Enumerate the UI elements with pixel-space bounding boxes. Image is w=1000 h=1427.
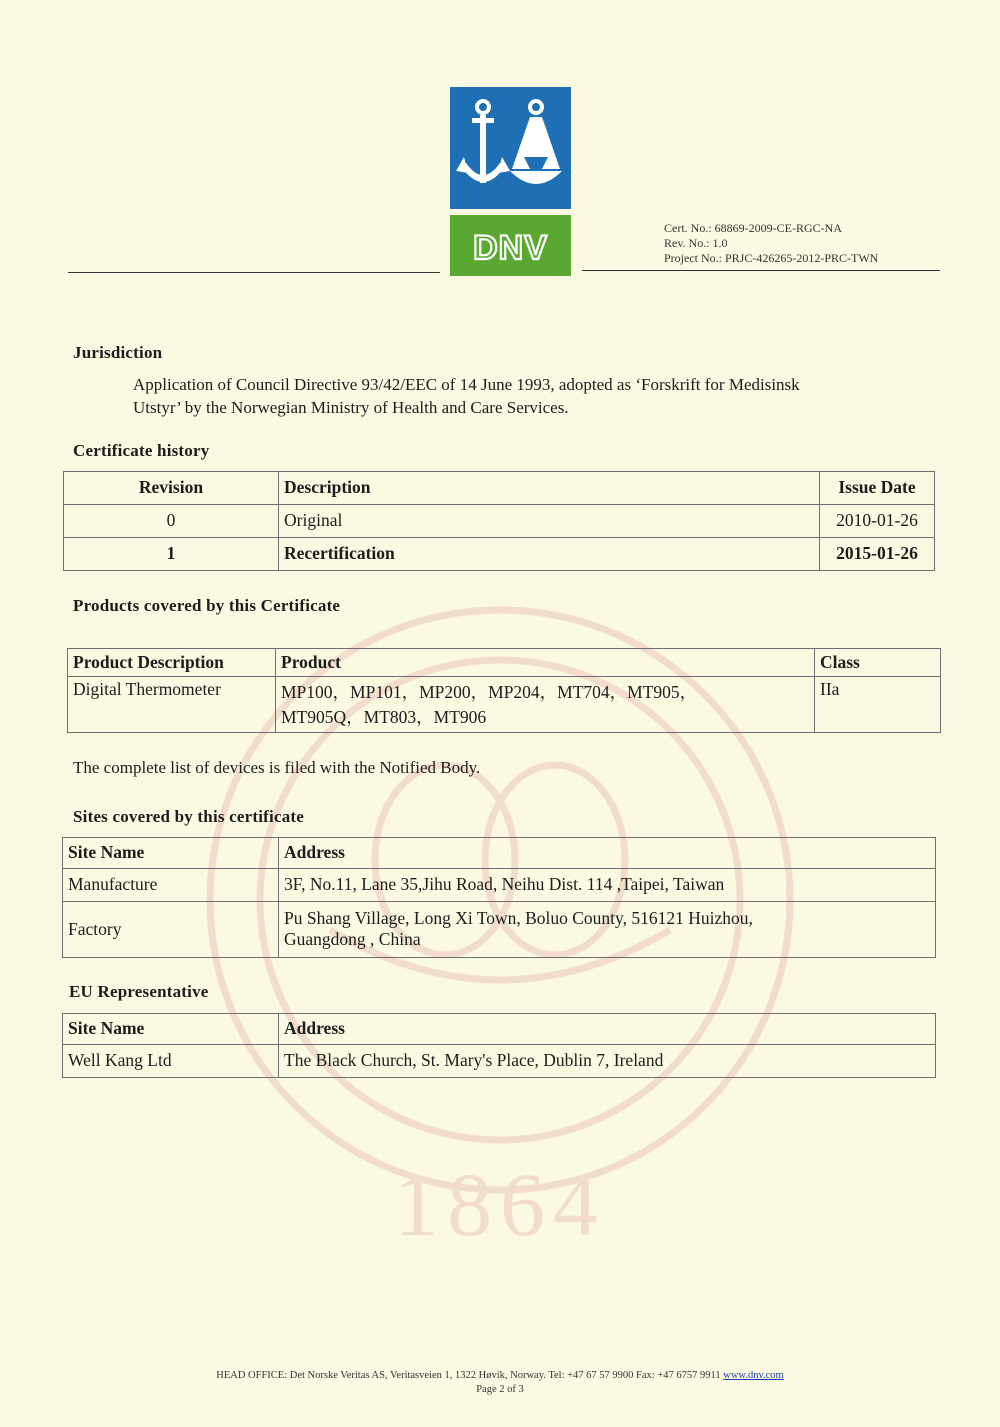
product-line-1: MP100，MP101，MP200，MP204，MT704，MT905，	[281, 682, 698, 702]
site-name-cell: Factory	[63, 902, 279, 958]
revision-cell: 0	[64, 505, 279, 538]
product-description-cell: Digital Thermometer	[68, 677, 276, 733]
revision-cell: 1	[64, 538, 279, 571]
site-name-cell: Manufacture	[63, 869, 279, 902]
table-row	[63, 869, 936, 902]
table-row	[63, 1045, 936, 1078]
jurisdiction-text	[133, 373, 933, 419]
jurisdiction-line-1: Application of Council Directive 93/42/EEC of 14 June 1993, adopted as ‘Forskrift for Medisinsk	[133, 375, 800, 394]
address-line-1: Pu Shang Village, Long Xi Town, Boluo County, 516121 Huizhou,	[284, 908, 753, 928]
jurisdiction-line-2: Utstyr’ by the Norwegian Ministry of Health and Care Services.	[133, 398, 569, 417]
table-row	[63, 902, 936, 958]
sites-heading: Sites covered by this certificate	[73, 807, 304, 826]
table-row	[64, 505, 935, 538]
eu-rep-table	[62, 1013, 936, 1078]
header-cell: Product	[276, 649, 815, 677]
header-cell: Class	[815, 649, 941, 677]
product-line-2: MT905Q，MT803，MT906	[281, 707, 487, 727]
address-cell: The Black Church, St. Mary's Place, Dublin 7, Ireland	[279, 1045, 936, 1078]
dnv-logo	[450, 87, 571, 276]
header-cell: Address	[279, 838, 936, 869]
revision-number: Rev. No.: 1.0	[664, 236, 728, 250]
header-cell: Issue Date	[820, 472, 935, 505]
header-rule-left	[68, 272, 440, 273]
eu-rep-heading: EU Representative	[69, 982, 209, 1001]
table-header-row	[68, 649, 941, 677]
sites-table	[62, 837, 936, 958]
description-cell: Recertification	[279, 538, 820, 571]
address-line-2: Guangdong , China	[284, 929, 421, 949]
address-cell	[279, 902, 936, 958]
table-header-row	[63, 838, 936, 869]
footer-line	[0, 1369, 1000, 1383]
cert-info	[664, 221, 878, 266]
header-cell: Revision	[64, 472, 279, 505]
dnv-logo-text: DNV	[473, 229, 548, 267]
product-cell	[276, 677, 815, 733]
page-number: Page 2 of 3	[476, 1384, 524, 1395]
address-cell: 3F, No.11, Lane 35,Jihu Road, Neihu Dist. 114 ,Taipei, Taiwan	[279, 869, 936, 902]
products-note: The complete list of devices is filed with the Notified Body.	[73, 758, 481, 777]
site-name-cell: Well Kang Ltd	[63, 1045, 279, 1078]
history-heading: Certificate history	[73, 441, 210, 460]
website-link[interactable]: www.dnv.com	[723, 1370, 784, 1381]
header-cell: Site Name	[63, 1014, 279, 1045]
issue-date-cell: 2015-01-26	[820, 538, 935, 571]
table-row	[68, 677, 941, 733]
header-cell: Address	[279, 1014, 936, 1045]
table-row	[64, 538, 935, 571]
jurisdiction-heading: Jurisdiction	[73, 343, 163, 362]
history-table	[63, 471, 935, 571]
footer	[0, 1369, 1000, 1397]
products-heading: Products covered by this Certificate	[73, 596, 341, 615]
head-office-text: HEAD OFFICE: Det Norske Veritas AS, Veritasveien 1, 1322 Høvik, Norway. Tel: +47 67 57 9900 Fax: +47 6757 9911	[216, 1370, 721, 1381]
header-cell: Product Description	[68, 649, 276, 677]
cert-number: Cert. No.: 68869-2009-CE-RGC-NA	[664, 221, 842, 235]
header-cell: Site Name	[63, 838, 279, 869]
description-cell: Original	[279, 505, 820, 538]
table-header-row	[63, 1014, 936, 1045]
header-rule-right	[582, 270, 940, 271]
issue-date-cell: 2010-01-26	[820, 505, 935, 538]
class-cell: IIa	[815, 677, 941, 733]
header-cell: Description	[279, 472, 820, 505]
products-table	[67, 648, 941, 733]
table-header-row	[64, 472, 935, 505]
project-number: Project No.: PRJC-426265-2012-PRC-TWN	[664, 251, 879, 265]
watermark-year: 1864	[394, 1156, 606, 1255]
